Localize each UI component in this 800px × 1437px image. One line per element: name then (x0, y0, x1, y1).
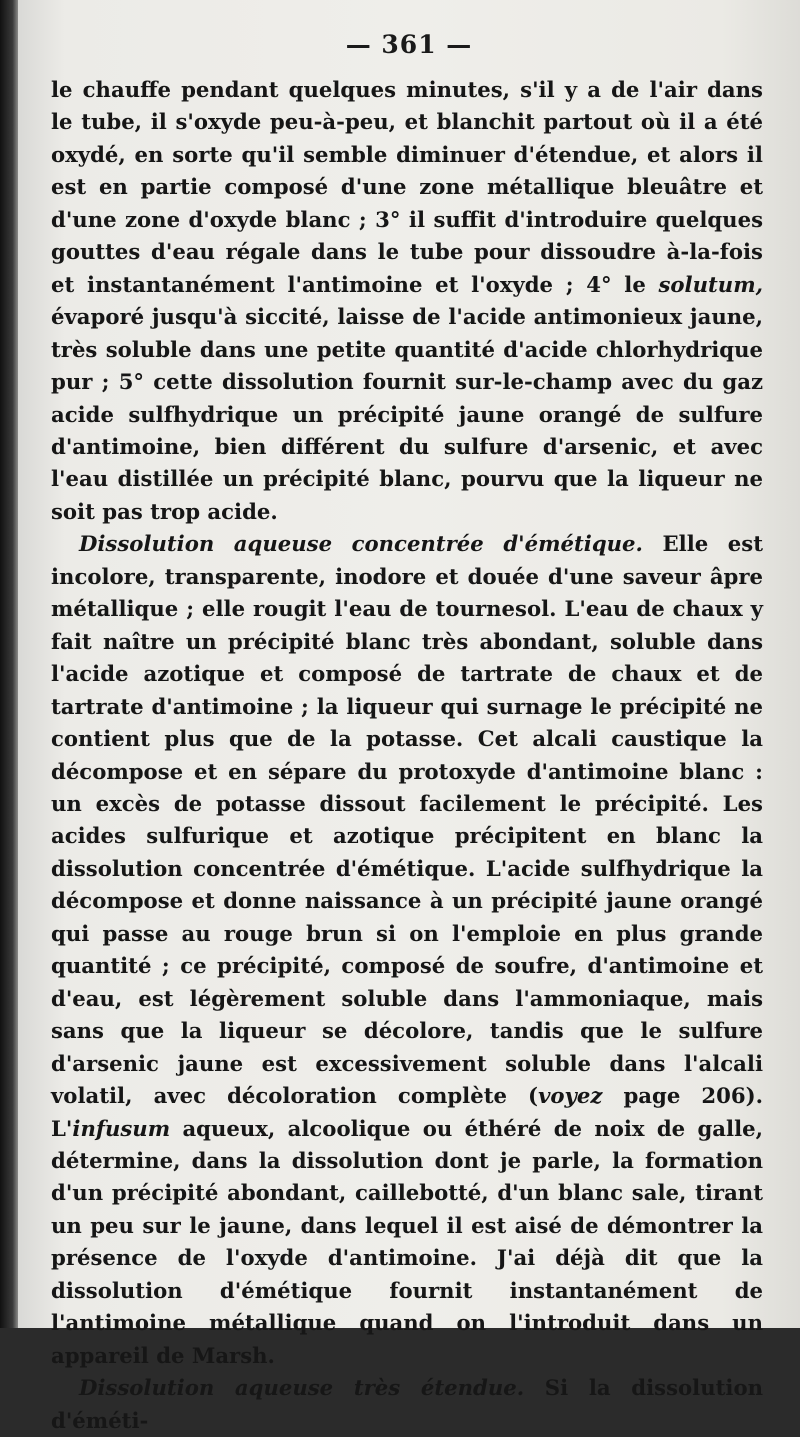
text-run: le chauffe pendant quelques minutes, s'il y a de l'air dans le tube, il s'oxyde peu-à-peu, et blanchit partout où il a été oxydé, en sorte qu'il semble diminuer d'étendue, et alors il est en partie composé d'une zone métallique bleuâtre et d'une zone d'oxyde blanc ; 3° il suffit d'introduire quelques gouttes d'eau régale dans le tube pour dissoudre à-la-fois et instantanément l'antimoine et l'oxyde ; 4° le (51, 77, 763, 297)
text-run: page 206). L' (51, 1083, 764, 1141)
book-page (18, 0, 800, 1433)
text-run: évaporé jusqu'à siccité, laisse de l'acide antimonieux jaune, très soluble dans une petite quantité d'acide chlorhydrique pur ; 5° cette dissolution fournit sur-le-champ avec du gaz acide sulfhydrique un précipité jaune orangé de sulfure d'antimoine, bien différent du sulfure d'arsenic, et avec l'eau distillée un précipité blanc, pourvu que la liqueur ne soit pas trop acide. (51, 304, 763, 524)
paragraph (51, 528, 763, 1372)
italic-text-run: voyez (538, 1083, 603, 1109)
text-run: aqueux, alcoolique ou éthéré de noix de galle, détermine, dans la dissolution dont je parle, la formation d'un précipité abondant, caillebotté, d'un blanc sale, tirant un peu sur le jaune, dans lequel il est aisé de démontrer la présence de l'oxyde d'antimoine. J'ai déjà dit que la dissolution d'émétique fournit instantanément de l'antimoine métallique quand on l'introduit dans un appareil de Marsh. (51, 1115, 763, 1368)
paragraph (51, 1372, 763, 1437)
italic-text-run: Dissolution aqueuse concentrée d'émétique. (79, 531, 643, 557)
paragraph (51, 74, 763, 528)
page-number: — 361 — (345, 30, 473, 59)
italic-text-run: solutum, (658, 271, 763, 297)
page-edge-shadow (0, 0, 18, 1328)
italic-text-run: infusum (72, 1115, 171, 1141)
italic-text-run: Dissolution aqueuse très étendue. (79, 1375, 525, 1401)
text-run: Si la dissolution d'éméti- (51, 1375, 763, 1433)
text-run: Elle est incolore, transparente, inodore et douée d'une saveur âpre métallique ; elle rougit l'eau de tournesol. L'eau de chaux y fait naître un précipité blanc très abondant, soluble dans l'acide azotique et composé de tartrate de chaux et de tartrate d'antimoine ; la liqueur qui surnage le précipité ne contient plus que de la potasse. Cet alcali caustique la décompose et en sépare du protoxyde d'antimoine blanc : un excès de potasse dissout facilement le précipité. Les acides sulfurique et azotique précipitent en blanc la dissolution concentrée d'émétique. L'acide sulfhydrique la décompose et donne naissance à un précipité jaune orangé qui passe au rouge brun si on l'emploie en plus grande quantité ; ce précipité, composé de soufre, d'antimoine et d'eau, est légèrement soluble dans l'ammoniaque, mais sans que la liqueur se décolore, tandis que le sulfure d'arsenic jaune est excessivement soluble dans l'alcali volatil, avec décoloration complète ( (51, 531, 763, 1109)
page-body-text (51, 74, 763, 1437)
